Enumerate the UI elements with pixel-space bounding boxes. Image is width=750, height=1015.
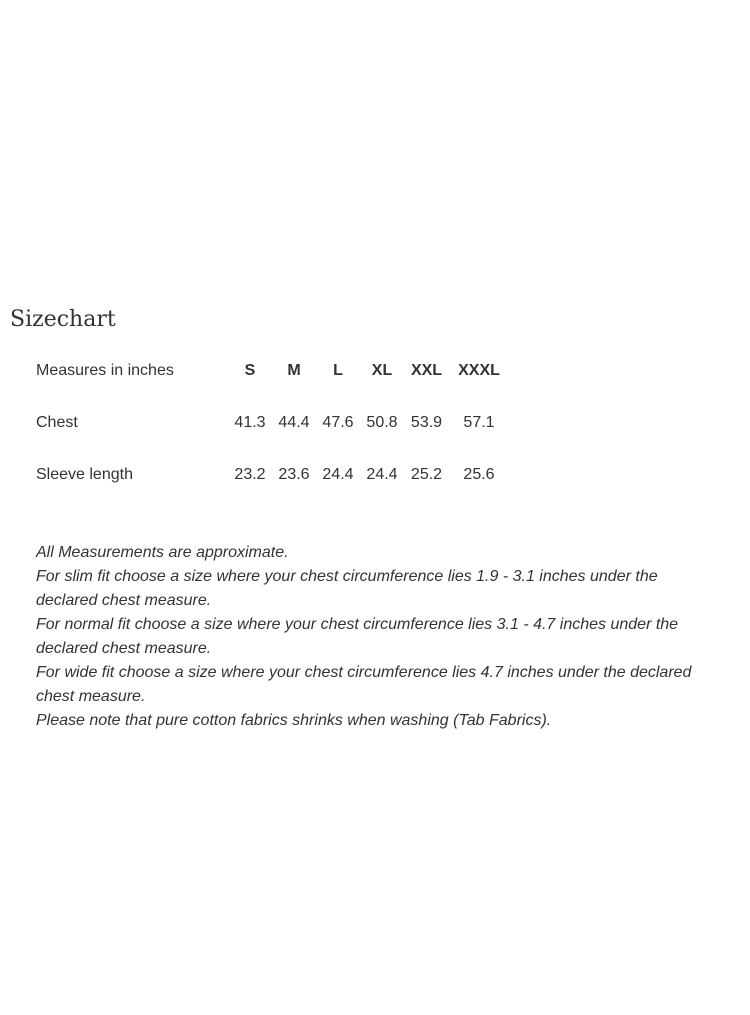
size-header-m: M xyxy=(287,362,301,379)
sleeve-value-m: 23.6 xyxy=(278,466,310,483)
chest-value-xl: 50.8 xyxy=(366,414,398,431)
chest-value-l: 47.6 xyxy=(322,414,354,431)
chest-value-xxl: 53.9 xyxy=(410,414,443,431)
size-header-s: S xyxy=(244,362,256,379)
size-header-xxxl: XXXL xyxy=(458,362,500,379)
chest-value-xxxl: 57.1 xyxy=(463,414,495,431)
note-approximate: All Measurements are approximate. xyxy=(36,544,289,561)
sleeve-value-xxl: 25.2 xyxy=(410,466,443,483)
row-label-chest: Chest xyxy=(36,414,78,431)
sleeve-value-s: 23.2 xyxy=(234,466,266,483)
chest-value-s: 41.3 xyxy=(234,414,266,431)
table-row-chest xyxy=(36,410,509,436)
row-spacer xyxy=(36,436,509,462)
sleeve-value-xl: 24.4 xyxy=(366,466,398,483)
header-label: Measures in inches xyxy=(36,362,174,379)
note-wide-fit: For wide fit choose a size where your chest circumference lies 4.7 inches under the declared chest measure. xyxy=(36,664,692,705)
page-title: Sizechart xyxy=(10,307,116,332)
size-chart-table xyxy=(36,358,509,488)
note-slim-fit: For slim fit choose a size where your chest circumference lies 1.9 - 3.1 inches under the declared chest measure. xyxy=(36,568,658,609)
sleeve-value-l: 24.4 xyxy=(322,466,354,483)
size-header-xl: XL xyxy=(371,362,393,379)
table-row-sleeve-length xyxy=(36,462,509,488)
fit-notes xyxy=(36,541,706,733)
note-cotton-shrink: Please note that pure cotton fabrics shrinks when washing (Tab Fabrics). xyxy=(36,712,552,729)
table-header-row xyxy=(36,358,509,384)
row-spacer xyxy=(36,384,509,410)
row-label-sleeve-length: Sleeve length xyxy=(36,466,133,483)
note-normal-fit: For normal fit choose a size where your chest circumference lies 3.1 - 4.7 inches under the declared chest measure. xyxy=(36,616,679,657)
chest-value-m: 44.4 xyxy=(278,414,310,431)
size-header-xxl: XXL xyxy=(410,362,443,379)
size-header-l: L xyxy=(333,362,343,379)
sleeve-value-xxxl: 25.6 xyxy=(463,466,495,483)
